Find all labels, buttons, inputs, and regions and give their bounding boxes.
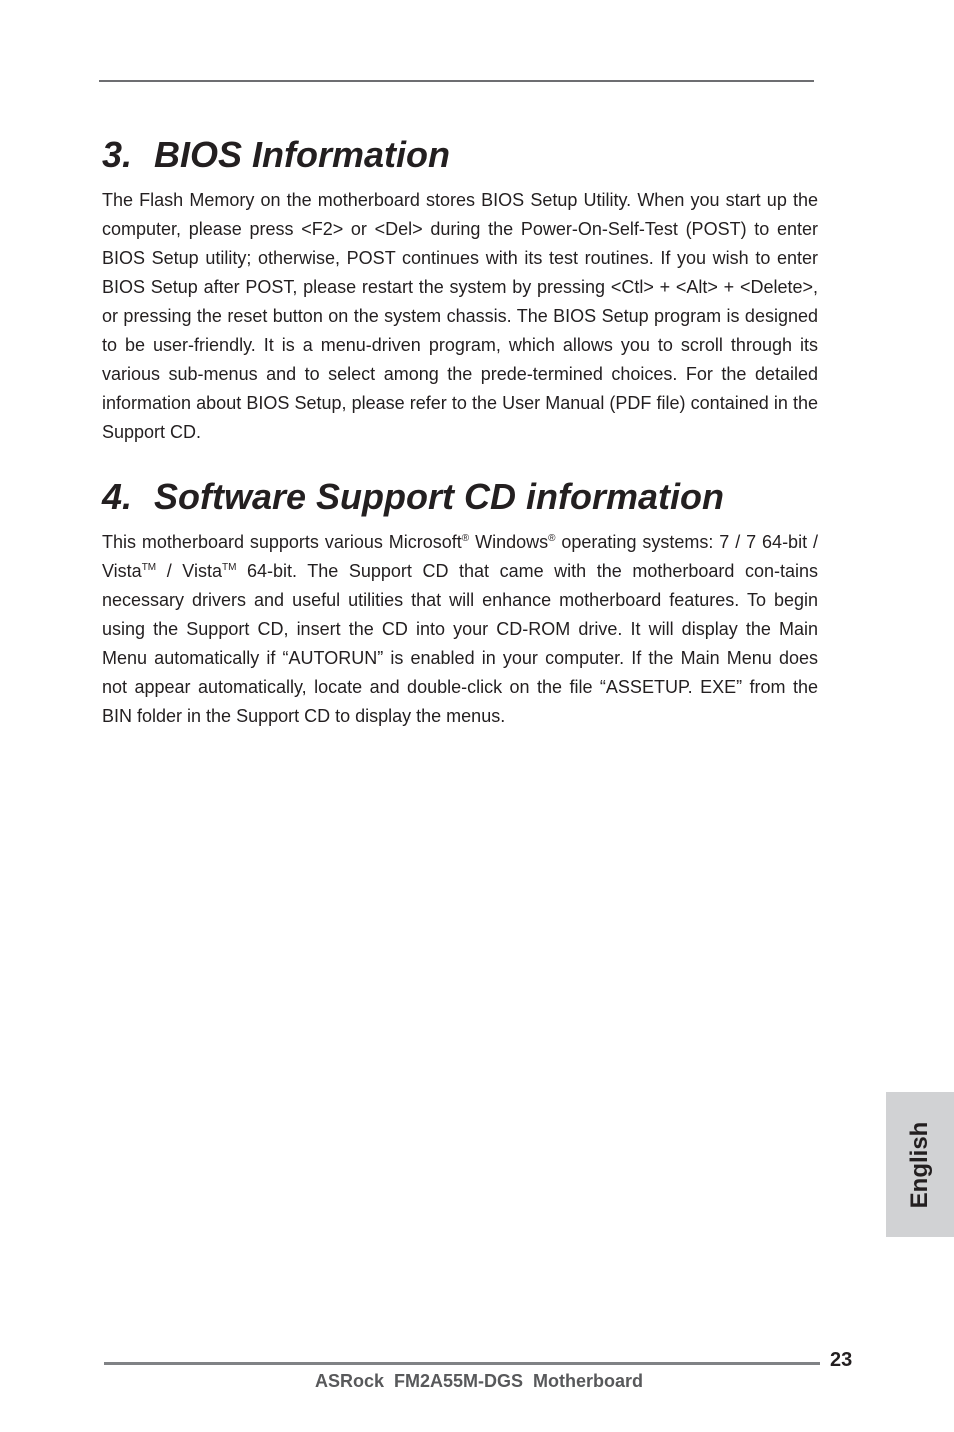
section-number: 4.	[102, 476, 133, 517]
section-bios-information	[102, 132, 818, 447]
registered-mark: ®	[548, 533, 556, 544]
body-text: / Vista	[156, 561, 222, 581]
body-text: operating systems: 7 / 7 64-bit / Vista	[102, 532, 818, 581]
language-label: English	[906, 1121, 933, 1208]
language-side-tab	[886, 1092, 954, 1237]
section-title: BIOS Information	[154, 134, 450, 175]
page-number: 23	[830, 1349, 853, 1371]
footer-divider	[104, 1362, 820, 1365]
section-title: Software Support CD information	[154, 476, 724, 517]
trademark-mark: TM	[221, 562, 237, 573]
section-number: 3.	[102, 134, 133, 175]
section-body	[102, 528, 818, 731]
trademark-mark: TM	[141, 562, 157, 573]
section-heading	[102, 474, 818, 520]
body-text: This motherboard supports various Microsoft	[102, 532, 462, 552]
registered-mark: ®	[461, 533, 470, 544]
section-heading	[102, 132, 818, 178]
section-software-support-cd	[102, 474, 818, 731]
section-body: The Flash Memory on the motherboard stores BIOS Setup Utility. When you start up the computer, please press <F2> or <Del> during the Power-On-Self-Test (POST) to enter BIOS Setup utility; otherwise, POST continues with its test routines. If you wish to enter BIOS Setup after POST, please restart the system by pressing <Ctl> + <Alt> + <Delete>, or pressing the reset button on the system chassis. The BIOS Setup program is designed to be user-friendly. It is a menu-driven program, which allows you to scroll through its various sub-menus and to select among the prede-termined choices. For the detailed information about BIOS Setup, please refer to the User Manual (PDF file) contained in the Support CD.	[102, 190, 818, 442]
top-divider	[99, 80, 814, 82]
body-text: Windows	[469, 532, 549, 552]
body-text: 64-bit. The Support CD that came with the motherboard con-tains necessary drivers and useful utilities that will enhance motherboard features. To begin using the Support CD, insert the CD into your CD-ROM drive. It will display the Main Menu automatically if “AUTORUN” is enabled in your computer. If the Main Menu does not appear automatically, locate and double-click on the file “ASSETUP. EXE” from the BIN folder in the Support CD to display the menus.	[102, 561, 818, 726]
footer-product-name: ASRock FM2A55M-DGS Motherboard	[314, 1371, 644, 1391]
